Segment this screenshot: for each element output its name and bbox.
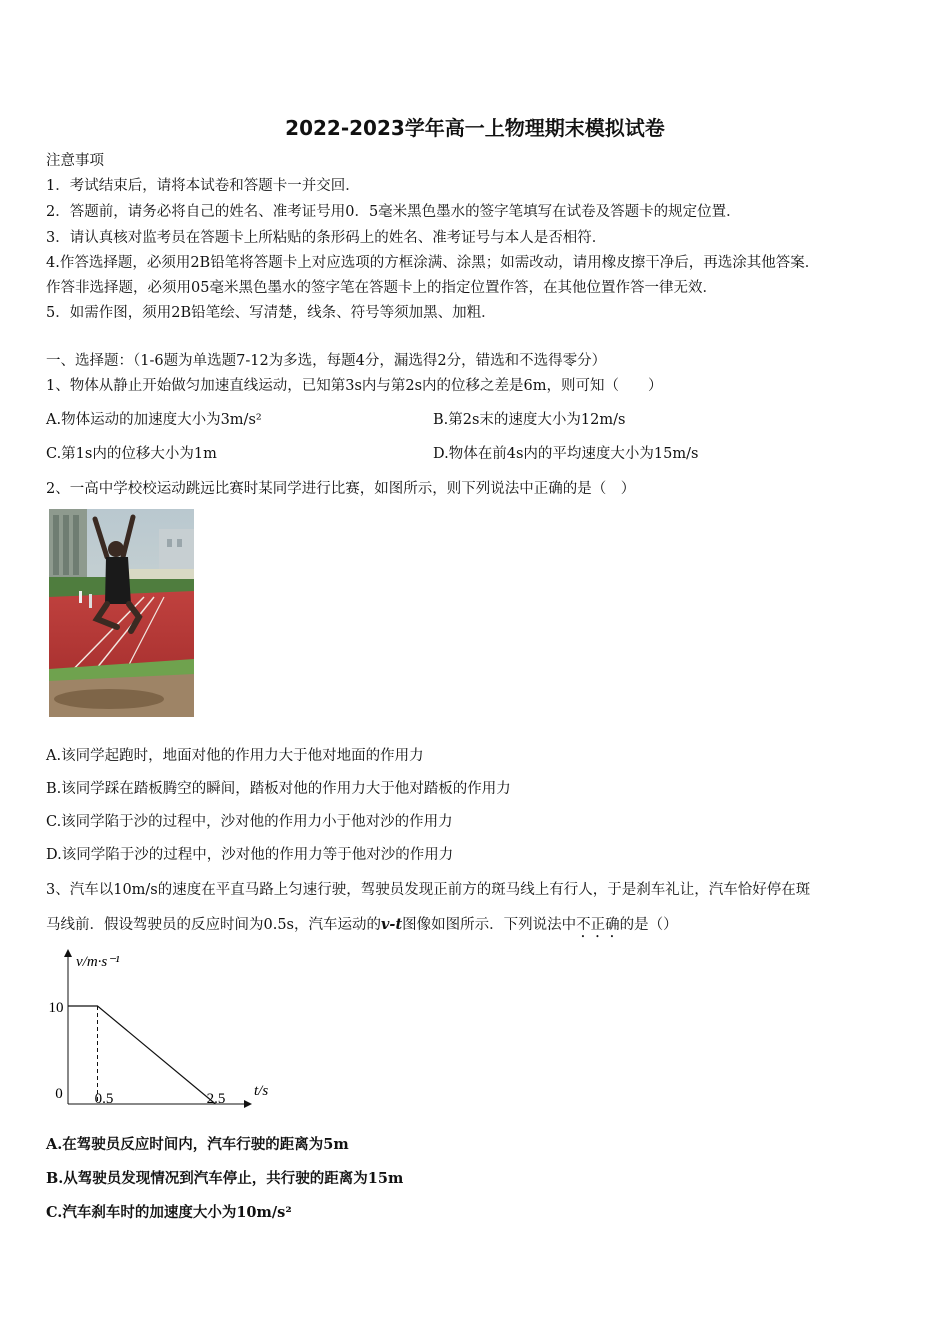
notice-item-1: 1．考试结束后，请将本试卷和答题卡一并交回．	[46, 178, 360, 194]
notice-item-4: 4.作答选择题，必须用2B铅笔将答题卡上对应选项的方框涂满、涂黑；如需改动，请用橡皮擦干净后，再选涂其他答案．	[46, 255, 820, 271]
q3-vt-label: v-t	[381, 916, 403, 933]
q1-stem: 1、物体从静止开始做匀加速直线运动，已知第3s内与第2s内的位移之差是6m，则可知（ ）	[46, 378, 663, 394]
x-tick-0.5: 0.5	[94, 1091, 114, 1107]
q3-option-c: C.汽车刹车时的加速度大小为10m/s²	[46, 1204, 292, 1221]
x-axis-label: t/s	[254, 1083, 269, 1099]
x-tick-2.5: 2.5	[206, 1091, 226, 1107]
q1-option-b: B.第2s末的速度大小为12m/s	[433, 412, 626, 428]
long-jump-photo	[49, 509, 194, 717]
origin-label: 0	[55, 1086, 63, 1102]
q1-option-c: C.第1s内的位移大小为1m	[46, 446, 217, 462]
q2-option-d: D.该同学陷于沙的过程中，沙对他的作用力等于他对沙的作用力	[46, 847, 454, 863]
q3-stem-part-c: 的是（）	[619, 917, 678, 933]
y-axis-label: v/m·s⁻¹	[76, 954, 120, 970]
vt-graph	[44, 945, 294, 1115]
exam-title: 2022-2023学年高一上物理期末模拟试卷	[285, 116, 665, 140]
q2-option-a: A.该同学起跑时，地面对他的作用力大于他对地面的作用力	[46, 748, 424, 764]
notice-heading: 注意事项	[46, 153, 104, 169]
notice-item-4-cont: 作答非选择题，必须用05毫米黑色墨水的签字笔在答题卡上的指定位置作答，在其他位置作答一律无效．	[46, 280, 717, 296]
q2-option-c: C.该同学陷于沙的过程中，沙对他的作用力小于他对沙的作用力	[46, 814, 453, 830]
q3-stem-part-b: 图像如图所示．下列说法中	[402, 917, 577, 933]
q3-option-b: B.从驾驶员发现情况到汽车停止，共行驶的距离为15m	[46, 1170, 404, 1187]
q1-option-d: D.物体在前4s内的平均速度大小为15m/s	[433, 446, 699, 462]
q3-stem-line1: 3、汽车以10m/s的速度在平直马路上匀速行驶，驾驶员发现正前方的斑马线上有行人，于是刹车礼让，汽车恰好停在斑	[46, 882, 811, 898]
q3-emphasis: 不正确	[576, 917, 620, 933]
q3-option-a: A.在驾驶员反应时间内，汽车行驶的距离为5m	[46, 1136, 349, 1153]
vt-line	[68, 1006, 216, 1104]
y-tick-10: 10	[48, 1000, 64, 1016]
q2-stem: 2、一高中学校校运动跳远比赛时某同学进行比赛，如图所示，则下列说法中正确的是（ ）	[46, 481, 636, 497]
q1-option-a: A.物体运动的加速度大小为3m/s²	[46, 412, 262, 428]
q3-stem-part-a: 马线前．假设驾驶员的反应时间为0.5s，汽车运动的	[46, 917, 381, 933]
notice-item-3: 3．请认真核对监考员在答题卡上所粘贴的条形码上的姓名、准考证号与本人是否相符．	[46, 230, 607, 246]
notice-item-5: 5．如需作图，须用2B铅笔绘、写清楚，线条、符号等须加黑、加粗．	[46, 305, 496, 321]
q3-stem-line2	[46, 915, 678, 941]
q2-option-b: B.该同学踩在踏板腾空的瞬间，踏板对他的作用力大于他对踏板的作用力	[46, 781, 511, 797]
section-heading: 一、选择题：（1-6题为单选题7-12为多选，每题4分，漏选得2分，错选和不选得零分）	[46, 353, 607, 369]
notice-item-2: 2．答题前，请务必将自己的姓名、准考证号用0．5毫米黑色墨水的签字笔填写在试卷及答题卡的规定位置．	[46, 204, 741, 220]
